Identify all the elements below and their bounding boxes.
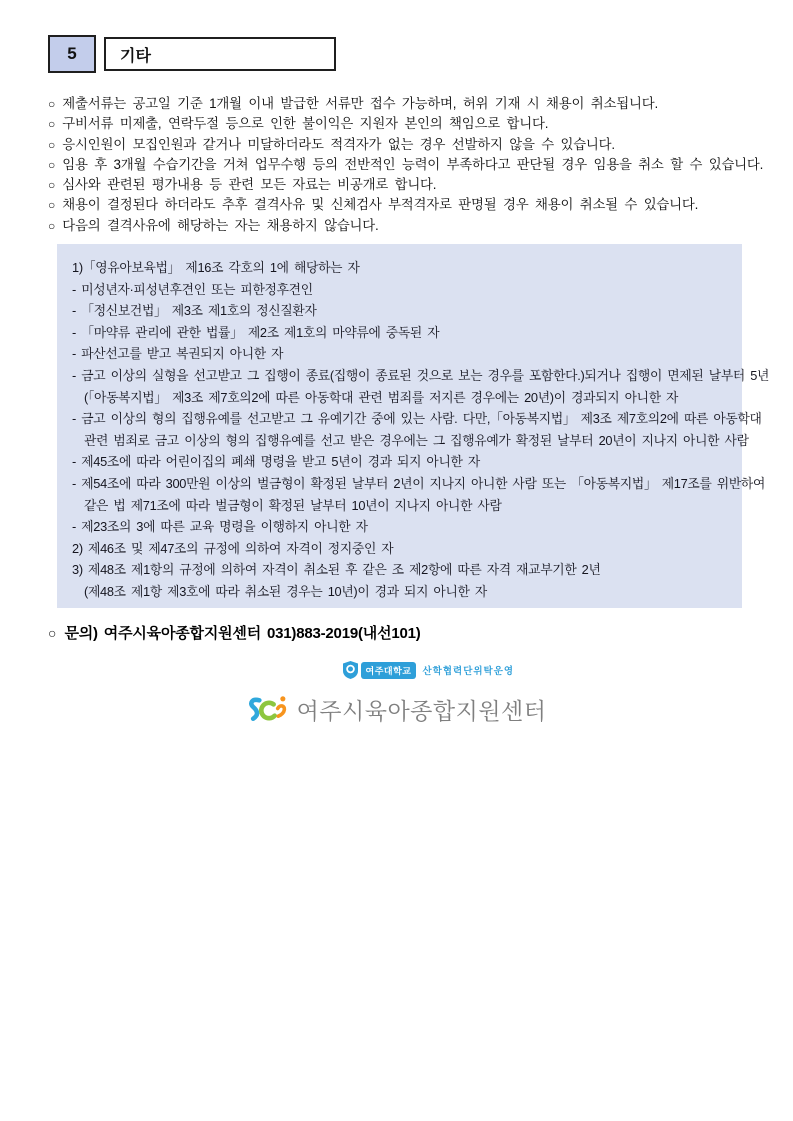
notice-text: 채용이 결정된다 하더라도 추후 결격사유 및 신체검사 부적격자로 판명될 경우 채용이 취소될 수 있습니다. xyxy=(62,197,699,213)
disqualification-line: - 「마약류 관리에 관한 법률」 제2조 제1호의 마약류에 중독된 자 xyxy=(72,324,440,340)
notice-line xyxy=(48,195,760,215)
circle-bullet-icon: ○ xyxy=(48,137,56,152)
disqualification-line: - 미성년자·피성년후견인 또는 피한정후견인 xyxy=(72,281,313,297)
section-number: 5 xyxy=(67,44,77,63)
disqualification-box xyxy=(57,244,770,608)
circle-bullet-icon: ○ xyxy=(48,97,56,111)
disqualification-line: 관련 범죄로 금고 이상의 형의 집행유예를 선고 받은 경우에는 그 집행유예가 확정된 날부터 20년이 지나지 아니한 사람 xyxy=(84,432,749,448)
disqualification-line: - 금고 이상의 실형을 선고받고 그 집행이 종료(집행이 종료된 것으로 보는 경우를 포함한다.)되거나 집행이 면제된 날부터 5년 xyxy=(72,367,770,383)
disqualification-line: 같은 법 제71조에 따라 벌금형이 확정된 날부터 10년이 지나지 아니한 사람 xyxy=(84,497,502,513)
disqualification-line: - 「정신보건법」 제3조 제1호의 정신질환자 xyxy=(72,303,317,319)
disqualification-line: - 금고 이상의 형의 집행유예를 선고받고 그 유예기간 중에 있는 사람. 다만,「아동복지법」 제3조 제7호의2에 따른 아동학대 xyxy=(72,411,762,427)
center-name: 여주시육아종합지원센터 xyxy=(296,697,547,724)
disqualification-line: (「아동복지법」 제3조 제7호의2에 따른 아동학대 관련 범죄를 저지른 경우에는 20년)이 경과되지 아니한 자 xyxy=(84,389,679,405)
disqualification-line: 3) 제48조 제1항의 규정에 의하여 자격이 취소된 후 같은 조 제2항에 따른 자격 재교부기한 2년 xyxy=(72,562,601,578)
notice-line xyxy=(48,216,760,236)
notice-line xyxy=(48,135,760,155)
section-header xyxy=(48,35,336,73)
center-logo-icon xyxy=(247,682,293,736)
disqualification-line: 2) 제46조 및 제47조의 규정에 의하여 자격이 정지중인 자 xyxy=(72,540,394,556)
notice-text: 응시인원이 모집인원과 같거나 미달하더라도 적격자가 없는 경우 선발하지 않을 수 있습니다. xyxy=(62,136,615,152)
notice-line xyxy=(48,114,760,134)
disqualification-line: 1)「영유아보육법」 제16조 각호의 1에 해당하는 자 xyxy=(72,260,360,275)
university-lockup xyxy=(343,660,547,680)
circle-bullet-icon: ○ xyxy=(48,218,56,233)
section-number-box xyxy=(48,35,96,73)
disqualification-line: (제48조 제1항 제3호에 따라 취소된 경우는 10년)이 경과 되지 아니한 자 xyxy=(84,583,487,599)
circle-bullet-icon: ○ xyxy=(48,157,56,172)
disqualification-line: - 제45조에 따라 어린이집의 폐쇄 명령을 받고 5년이 경과 되지 아니한 자 xyxy=(72,454,480,470)
contact-line xyxy=(48,622,421,643)
university-shield-icon xyxy=(343,661,358,679)
notice-line xyxy=(48,175,760,195)
notice-text: 제출서류는 공고일 기준 1개월 이내 발급한 서류만 접수 가능하며, 허위 기재 시 채용이 취소됩니다. xyxy=(62,96,658,111)
university-badge: 여주대학교 xyxy=(361,662,417,679)
center-logo-block xyxy=(247,660,547,736)
section-title: 기타 xyxy=(120,47,151,65)
circle-bullet-icon: ○ xyxy=(48,624,57,641)
circle-bullet-icon: ○ xyxy=(48,198,56,213)
center-logo-main xyxy=(247,682,547,736)
notice-text: 임용 후 3개월 수습기간을 거쳐 업무수행 등의 전반적인 능력이 부족하다고 판단될 경우 임용을 취소 할 수 있습니다. xyxy=(62,156,764,172)
notice-line xyxy=(48,94,760,114)
disqualification-line: - 파산선고를 받고 복권되지 아니한 자 xyxy=(72,346,284,362)
contact-text: 문의) 여주시육아종합지원센터 031)883-2019(내선101) xyxy=(64,625,421,642)
notice-text: 구비서류 미제출, 연락두절 등으로 인한 불이익은 지원자 본인의 책임으로 합니다. xyxy=(62,116,549,132)
notice-text: 심사와 관련된 평가내용 등 관련 모든 자료는 비공개로 합니다. xyxy=(62,177,437,193)
university-tagline: 산학협력단위탁운영 xyxy=(422,666,515,677)
disqualification-line: - 제23조의 3에 따른 교육 명령을 이행하지 아니한 자 xyxy=(72,519,368,535)
circle-bullet-icon: ○ xyxy=(48,178,56,193)
circle-bullet-icon: ○ xyxy=(48,117,56,132)
notice-line xyxy=(48,155,764,175)
notice-text: 다음의 결격사유에 해당하는 자는 채용하지 않습니다. xyxy=(62,217,379,233)
notice-list xyxy=(48,94,764,236)
section-title-box xyxy=(104,37,336,71)
disqualification-line: - 제54조에 따라 300만원 이상의 벌금형이 확정된 날부터 2년이 지나지 아니한 사람 또는 「아동복지법」 제17조를 위반하여 xyxy=(72,475,766,491)
